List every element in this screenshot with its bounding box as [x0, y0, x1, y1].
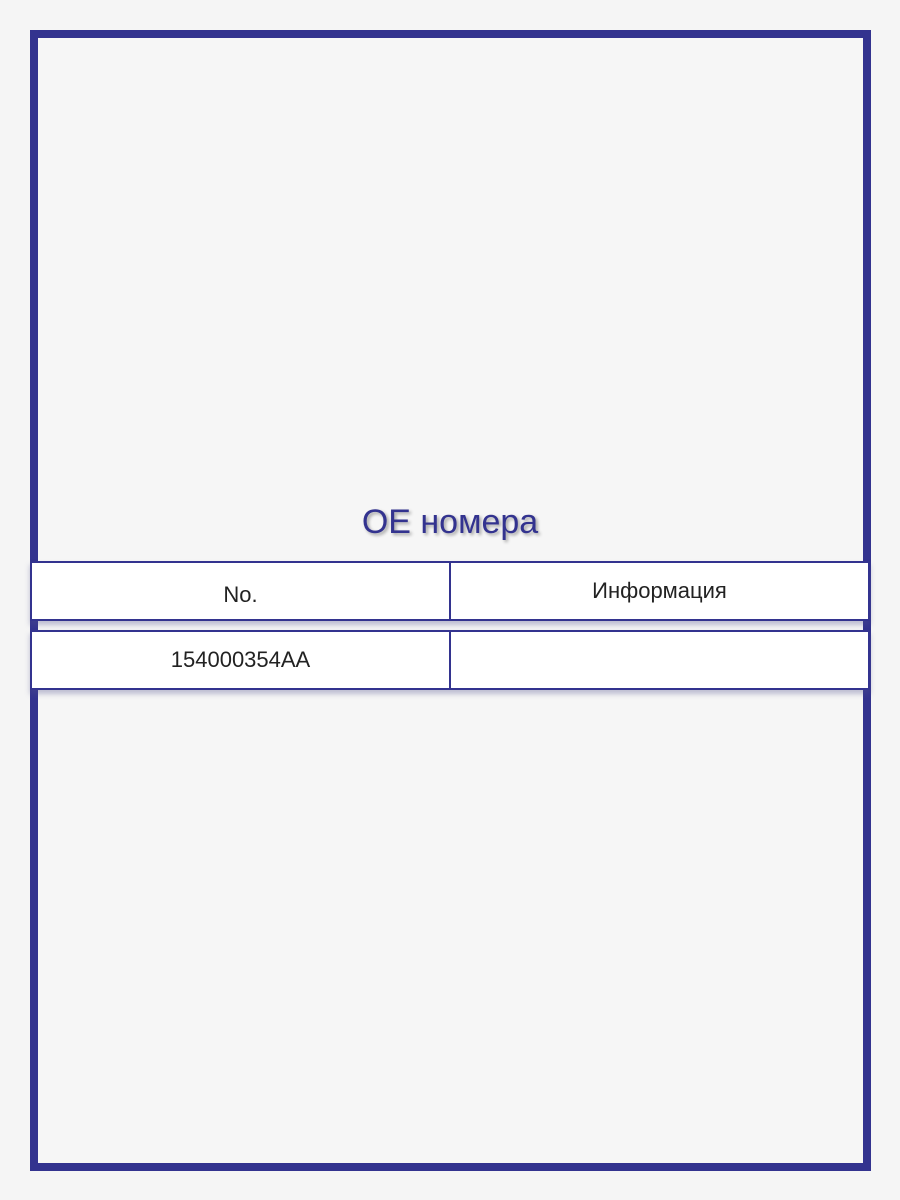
header-cell-no: No.	[30, 561, 451, 621]
table-row	[30, 630, 870, 690]
cell-oe-number: 154000354AA	[30, 630, 451, 690]
cell-info	[451, 630, 870, 690]
table-header-row	[30, 561, 870, 621]
page-title: OE номера	[361, 503, 539, 541]
header-cell-info: Информация	[451, 561, 870, 621]
